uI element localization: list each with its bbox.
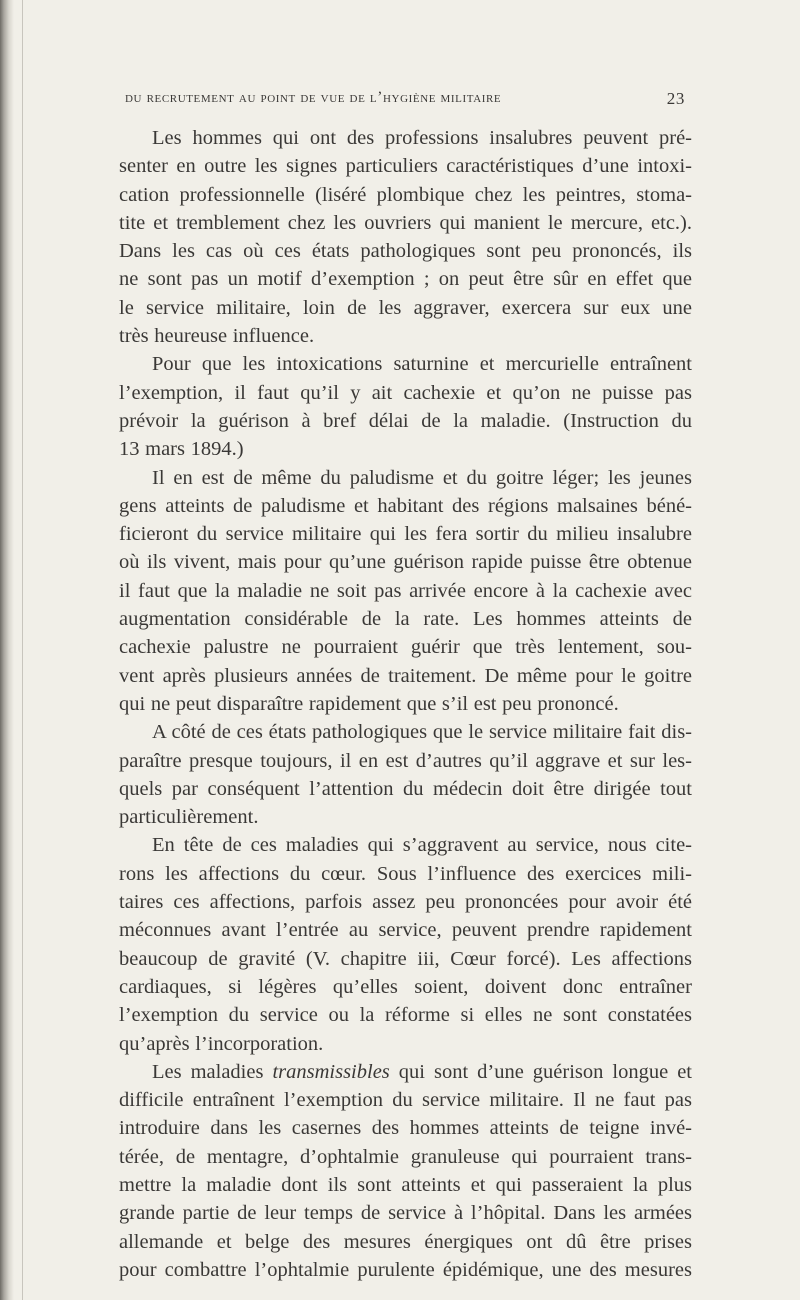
- text-line: quels par conséquent l’attention du médecin doit être dirigée tout: [119, 777, 692, 800]
- text-line: vent après plusieurs années de traitement. De même pour le goitre: [119, 664, 692, 687]
- text-line: gens atteints de paludisme et habitant des régions malsaines béné-: [119, 494, 692, 517]
- text-line: 13 mars 1894.): [119, 438, 244, 461]
- text-line: ficieront du service militaire qui les fera sortir du milieu insalubre: [119, 523, 692, 546]
- text-line: A côté de ces états pathologiques que le service militaire fait dis-: [152, 721, 692, 744]
- text-line: beaucoup de gravité (V. chapitre iii, Cœur forcé). Les affections: [119, 947, 692, 970]
- text-line: allemande et belge des mesures énergiques ont dû être prises: [119, 1230, 692, 1253]
- text-line: Il en est de même du paludisme et du goitre léger; les jeunes: [152, 466, 692, 489]
- text-line: très heureuse influence.: [119, 325, 315, 348]
- text-line: En tête de ces maladies qui s’aggravent au service, nous cite-: [152, 834, 692, 857]
- text-line: introduire dans les casernes des hommes atteints de teigne invé-: [119, 1117, 692, 1140]
- text-line: térée, de mentagre, d’ophtalmie granuleuse qui pourraient trans-: [119, 1145, 692, 1168]
- body-text: [119, 124, 692, 1284]
- text-line: l’exemption du service ou la réforme si elles ne sont constatées: [119, 1004, 692, 1027]
- text-line: Les hommes qui ont des professions insalubres peuvent pré-: [152, 127, 692, 149]
- text-line: particulièrement.: [119, 806, 259, 829]
- italic-term: transmissibles: [272, 1060, 390, 1083]
- text-line: mettre la maladie dont ils sont atteints et qui passeraient la plus: [119, 1173, 692, 1196]
- text-line: prévoir la guérison à bref délai de la maladie. (Instruction du: [119, 409, 692, 432]
- text-line: il faut que la maladie ne soit pas arrivée encore à la cachexie avec: [119, 579, 692, 602]
- text-run: Les maladies: [152, 1060, 273, 1083]
- text-line: paraître presque toujours, il en est d’autres qu’il aggrave et sur les-: [119, 749, 692, 772]
- text-run: qui sont d’une guérison longue et: [389, 1060, 692, 1083]
- text-line: où ils vivent, mais pour qu’une guérison rapide puisse être obtenue: [119, 551, 692, 574]
- text-line: ne sont pas un motif d’exemption ; on peut être sûr en effet que: [119, 268, 692, 291]
- text-line: rons les affections du cœur. Sous l’influence des exercices mili-: [119, 862, 692, 885]
- text-line: Dans les cas où ces états pathologiques sont peu prononcés, ils: [119, 240, 692, 263]
- text-line: l’exemption, il faut qu’il y ait cachexie et qu’on ne puisse pas: [119, 381, 692, 404]
- text-line: [119, 1058, 692, 1086]
- text-line: grande partie de leur temps de service à l’hôpital. Dans les armées: [119, 1202, 692, 1225]
- text-line: qu’après l’incorporation.: [119, 1032, 324, 1055]
- running-head: [125, 89, 685, 111]
- text-line: tite et tremblement chez les ouvriers qui manient le mercure, etc.).: [119, 211, 692, 234]
- text-line: cation professionnelle (liséré plombique chez les peintres, stoma-: [119, 183, 692, 206]
- text-line: Pour que les intoxications saturnine et mercurielle entraînent: [152, 353, 692, 376]
- text-line: pour combattre l’ophtalmie purulente épidémique, une des mesures: [119, 1258, 692, 1281]
- text-line: qui ne peut disparaître rapidement que s’il est peu prononcé.: [119, 692, 619, 715]
- page-number: 23: [666, 89, 685, 108]
- text-line: augmentation considérable de la rate. Les hommes atteints de: [119, 608, 692, 631]
- text-line: méconnues avant l’entrée au service, peuvent prendre rapidement: [119, 919, 692, 942]
- text-line: cardiaques, si légères qu’elles soient, doivent donc entraîner: [119, 975, 692, 998]
- text-line: cachexie palustre ne pourraient guérir que très lentement, sou-: [119, 636, 692, 659]
- running-title: du recrutement au point de vue de l’hygiène militaire: [125, 89, 502, 106]
- text-line: senter en outre les signes particuliers caractéristiques d’une intoxi-: [119, 155, 692, 178]
- text-line: difficile entraînent l’exemption du service militaire. Il ne faut pas: [119, 1089, 692, 1112]
- text-line: le service militaire, loin de les aggraver, exercera sur eux une: [119, 296, 692, 319]
- text-line: taires ces affections, parfois assez peu prononcées pour avoir été: [119, 891, 692, 914]
